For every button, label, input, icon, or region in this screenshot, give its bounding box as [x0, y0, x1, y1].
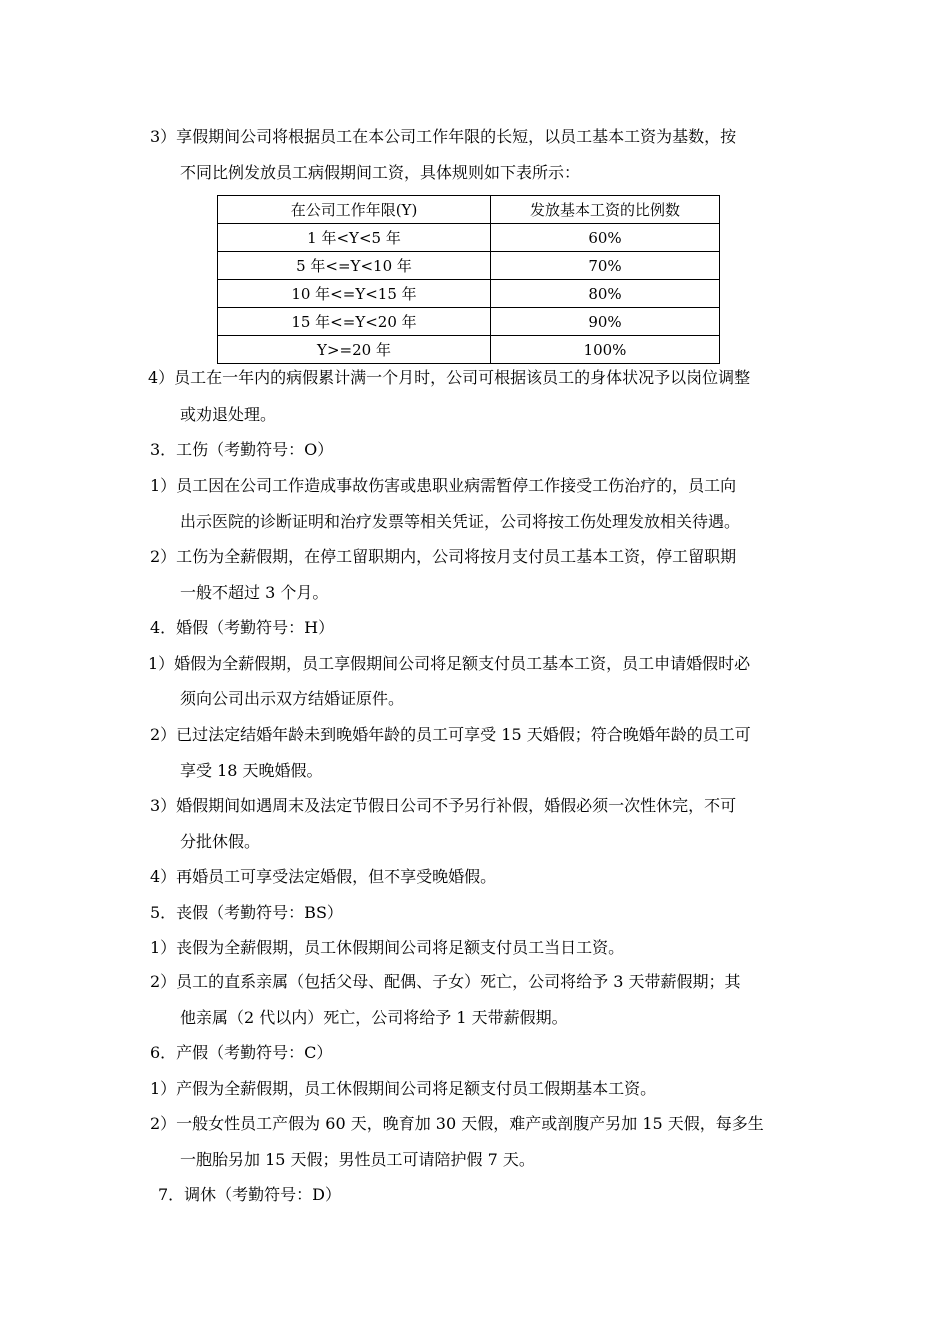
para-line: 1）员工因在公司工作造成事故伤害或患职业病需暂停工作接受工伤治疗的，员工向 [150, 476, 737, 495]
para-line: 1）丧假为全薪假期，员工休假期间公司将足额支付员工当日工资。 [150, 938, 625, 957]
para-line: 4）员工在一年内的病假累计满一个月时，公司可根据该员工的身体状况予以岗位调整 [148, 368, 751, 387]
table-row [218, 224, 720, 252]
section-heading: 4．婚假（考勤符号：H） [150, 618, 335, 637]
para-line: 他亲属（2 代以内）死亡，公司将给予 1 天带薪假期。 [180, 1008, 568, 1027]
cell-years: 5 年<=Y<10 年 [218, 252, 491, 280]
para-line: 或劝退处理。 [180, 405, 277, 424]
para-line: 2）员工的直系亲属（包括父母、配偶、子女）死亡，公司将给予 3 天带薪假期；其 [150, 972, 741, 991]
para-line: 不同比例发放员工病假期间工资，具体规则如下表所示： [180, 163, 581, 182]
para-line: 1）婚假为全薪假期，员工享假期间公司将足额支付员工基本工资，员工申请婚假时必 [148, 654, 751, 673]
table-header-row [218, 196, 720, 224]
para-line: 3）享假期间公司将根据员工在本公司工作年限的长短，以员工基本工资为基数，按 [150, 127, 737, 146]
para-line: 一胞胎另加 15 天假；男性员工可请陪护假 7 天。 [180, 1150, 535, 1169]
para-line: 须向公司出示双方结婚证原件。 [180, 689, 405, 708]
header-cell-ratio: 发放基本工资的比例数 [491, 196, 720, 224]
salary-ratio-table [217, 195, 720, 364]
para-line: 出示医院的诊断证明和治疗发票等相关凭证，公司将按工伤处理发放相关待遇。 [180, 512, 741, 531]
cell-years: 15 年<=Y<20 年 [218, 308, 491, 336]
cell-ratio: 100% [491, 336, 720, 364]
header-cell-years: 在公司工作年限(Y) [218, 196, 491, 224]
table-row [218, 280, 720, 308]
table-row [218, 336, 720, 364]
section-heading: 3．工伤（考勤符号：O） [150, 440, 334, 459]
cell-years: Y>=20 年 [218, 336, 491, 364]
para-line: 1）产假为全薪假期，员工休假期间公司将足额支付员工假期基本工资。 [150, 1079, 657, 1098]
cell-years: 1 年<Y<5 年 [218, 224, 491, 252]
para-line: 4）再婚员工可享受法定婚假，但不享受晚婚假。 [150, 867, 497, 886]
para-line: 2）一般女性员工产假为 60 天，晚育加 30 天假，难产或剖腹产另加 15 天假，每多生 [150, 1114, 764, 1133]
cell-ratio: 80% [491, 280, 720, 308]
para-line: 3）婚假期间如遇周末及法定节假日公司不予另行补假，婚假必须一次性休完，不可 [150, 796, 737, 815]
cell-ratio: 60% [491, 224, 720, 252]
cell-ratio: 70% [491, 252, 720, 280]
cell-ratio: 90% [491, 308, 720, 336]
para-line: 2）工伤为全薪假期，在停工留职期内，公司将按月支付员工基本工资，停工留职期 [150, 547, 737, 566]
section-heading: 7．调休（考勤符号：D） [158, 1185, 342, 1204]
table-row [218, 308, 720, 336]
para-line: 一般不超过 3 个月。 [180, 583, 329, 602]
section-heading: 5．丧假（考勤符号：BS） [150, 903, 343, 922]
table-row [218, 252, 720, 280]
para-line: 2）已过法定结婚年龄未到晚婚年龄的员工可享受 15 天婚假；符合晚婚年龄的员工可 [150, 725, 751, 744]
section-heading: 6．产假（考勤符号：C） [150, 1043, 333, 1062]
para-line: 分批休假。 [180, 832, 261, 851]
cell-years: 10 年<=Y<15 年 [218, 280, 491, 308]
para-line: 享受 18 天晚婚假。 [180, 761, 323, 780]
